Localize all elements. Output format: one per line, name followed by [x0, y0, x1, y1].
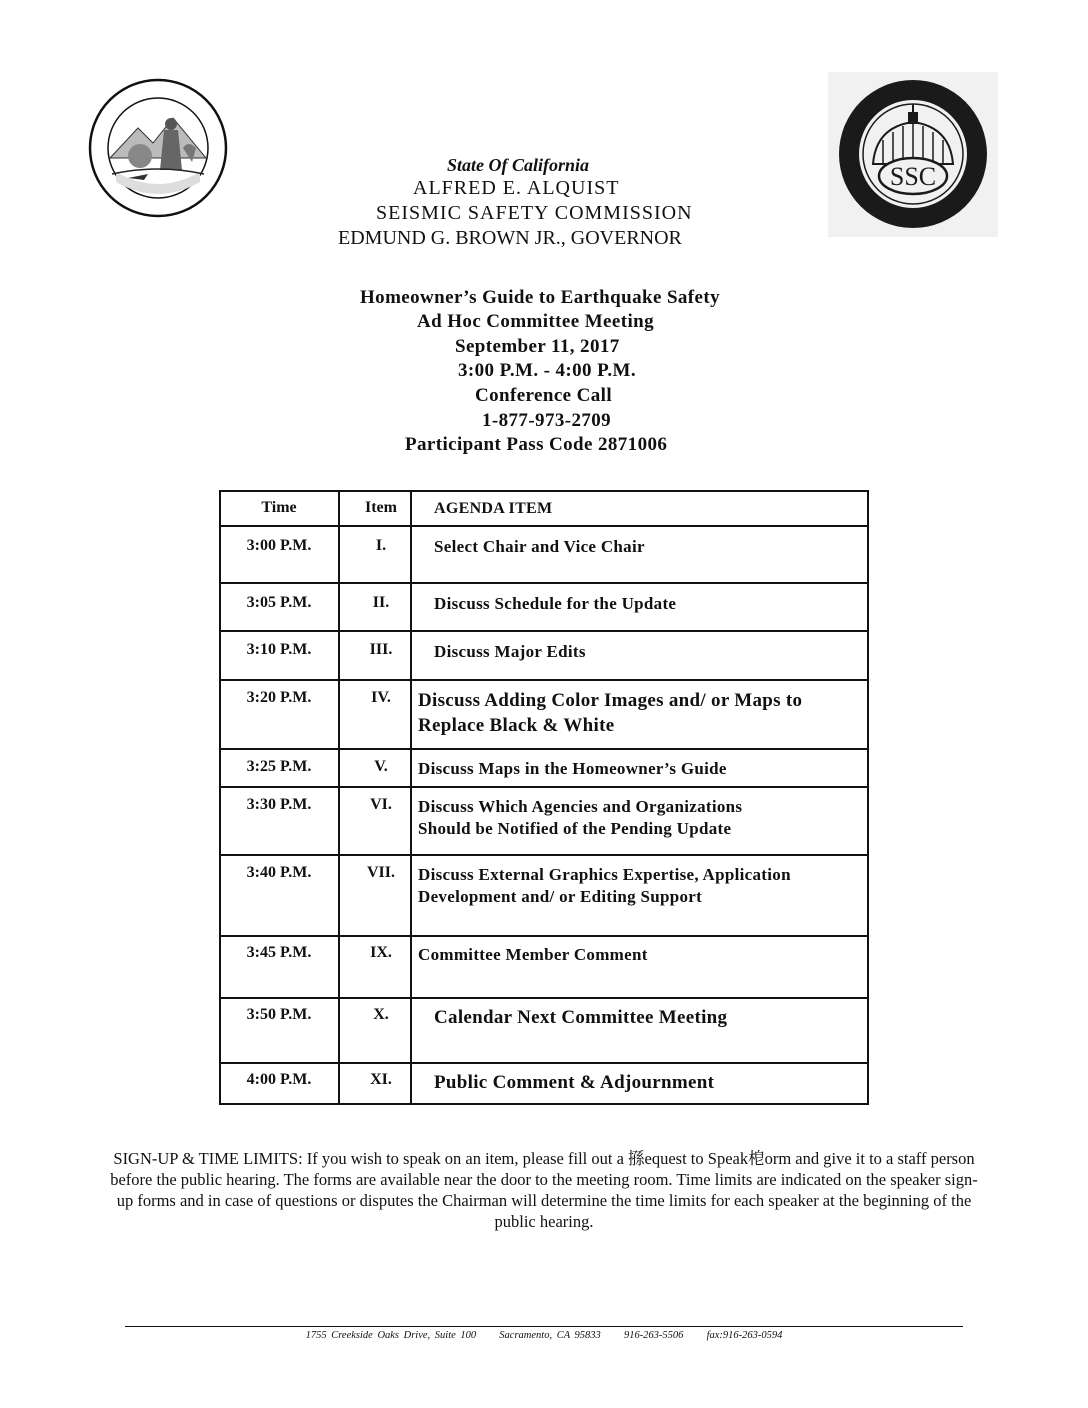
footer-city: Sacramento, CA 95833	[499, 1330, 601, 1341]
footer-phone: 916-263-5506	[623, 1330, 684, 1341]
meeting-time: 3:00 P.M. - 4:00 P.M.	[458, 360, 636, 381]
meeting-call-type: Conference Call	[475, 385, 613, 406]
table-border	[219, 1103, 869, 1105]
row-time: 3:45 P.M.	[246, 944, 312, 961]
row-agenda-item: Committee Member Comment	[418, 945, 648, 964]
seismic-safety-commission-seal	[828, 72, 998, 237]
row-agenda-item: Discuss External Graphics Expertise, Application	[418, 865, 791, 884]
row-time: 3:05 P.M.	[246, 594, 312, 611]
row-item-number: III.	[369, 641, 393, 658]
table-border	[219, 630, 869, 632]
row-agenda-item: Public Comment & Adjournment	[434, 1072, 715, 1093]
footer-divider	[125, 1326, 963, 1327]
row-item-number: I.	[375, 537, 387, 554]
meeting-title: Homeowner’s Guide to Earthquake Safety	[360, 287, 720, 308]
meeting-phone: 1-877-973-2709	[482, 410, 612, 431]
commission-namesake: ALFRED E. ALQUIST	[413, 177, 620, 199]
table-border	[338, 490, 340, 1105]
row-item-number: X.	[373, 1006, 389, 1023]
row-item-number: V.	[374, 758, 388, 775]
row-agenda-item: Discuss Maps in the Homeowner’s Guide	[418, 759, 727, 778]
row-item-number: VI.	[370, 796, 392, 813]
table-border	[219, 935, 869, 937]
row-time: 3:50 P.M.	[246, 1006, 312, 1023]
table-border	[219, 786, 869, 788]
great-seal-of-california	[88, 78, 228, 218]
state-of-california-heading: State Of California	[447, 155, 590, 175]
row-agenda-item: Discuss Which Agencies and Organizations	[418, 797, 743, 816]
meeting-subtitle: Ad Hoc Committee Meeting	[417, 311, 654, 332]
table-border	[219, 854, 869, 856]
row-item-number: II.	[372, 594, 390, 611]
footer-address: 1755 Creekside Oaks Drive, Suite 100	[305, 1330, 477, 1341]
column-header-time: Time	[261, 499, 297, 516]
table-border	[219, 490, 221, 1105]
table-border	[219, 748, 869, 750]
table-border	[867, 490, 869, 1105]
column-header-agenda-item: AGENDA ITEM	[434, 500, 553, 517]
row-time: 3:25 P.M.	[246, 758, 312, 775]
row-agenda-item-continued: Should be Notified of the Pending Update	[418, 819, 732, 838]
row-agenda-item: Calendar Next Committee Meeting	[434, 1007, 728, 1028]
sign-up-time-limits-note: SIGN-UP & TIME LIMITS: If you wish to speak on an item, please fill out a 搎equest to Speak梎orm and give it to a staff person before the public hearing. The forms are available near the door to the meeting room. Time limits are indicated on the speaker sign-up forms and in case of questions or disputes the Chairman will determine the time limits for each speaker at the beginning of the public hearing.	[110, 1149, 978, 1231]
row-agenda-item: Discuss Schedule for the Update	[434, 594, 677, 613]
row-item-number: IV.	[371, 689, 391, 706]
row-time: 4:00 P.M.	[246, 1071, 312, 1088]
meeting-pass-code: Participant Pass Code 2871006	[405, 434, 668, 455]
row-item-number: VII.	[366, 864, 395, 881]
row-time: 3:10 P.M.	[246, 641, 312, 658]
row-agenda-item-continued: Replace Black & White	[418, 715, 615, 736]
table-border	[219, 1062, 869, 1064]
footer-contact	[125, 1330, 963, 1341]
seal-center-text	[890, 162, 936, 191]
meeting-date: September 11, 2017	[455, 336, 620, 357]
svg-text:SSC: SSC	[889, 162, 937, 191]
row-agenda-item: Discuss Major Edits	[434, 642, 586, 661]
row-time: 3:40 P.M.	[246, 864, 312, 881]
table-border	[219, 997, 869, 999]
table-border	[219, 582, 869, 584]
row-item-number: XI.	[370, 1071, 392, 1088]
row-time: 3:20 P.M.	[246, 689, 312, 706]
table-border	[219, 525, 869, 527]
table-border	[219, 490, 869, 492]
row-item-number: IX.	[370, 944, 392, 961]
footer-fax: fax:916-263-0594	[706, 1330, 783, 1341]
agenda-table	[219, 490, 869, 1105]
table-border	[219, 679, 869, 681]
row-agenda-item: Select Chair and Vice Chair	[434, 537, 645, 556]
row-time: 3:00 P.M.	[246, 537, 312, 554]
column-header-item: Item	[365, 499, 397, 516]
row-agenda-item: Discuss Adding Color Images and/ or Maps to	[418, 690, 803, 711]
governor-name: EDMUND G. BROWN JR., GOVERNOR	[338, 227, 682, 249]
row-time: 3:30 P.M.	[246, 796, 312, 813]
row-agenda-item-continued: Development and/ or Editing Support	[418, 887, 703, 906]
commission-name: SEISMIC SAFETY COMMISSION	[376, 202, 693, 224]
